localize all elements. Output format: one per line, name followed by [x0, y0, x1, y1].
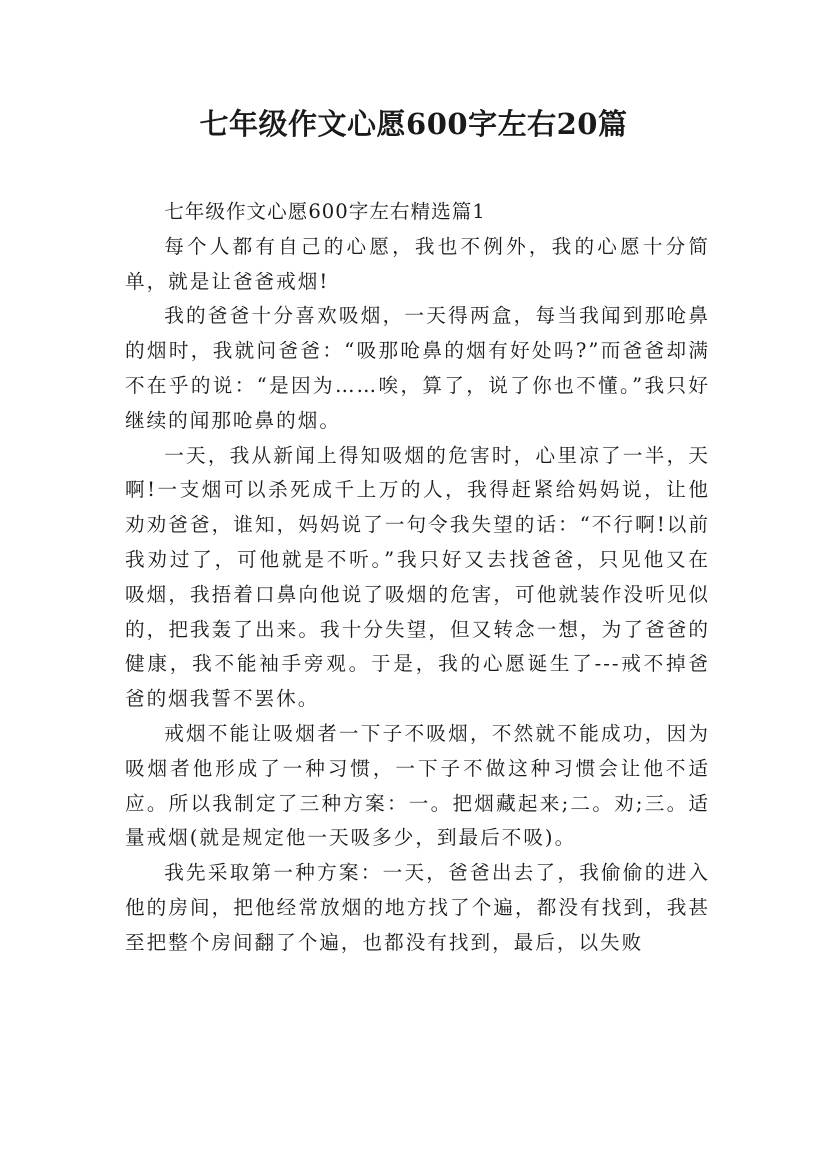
paragraph-5: 我先采取第一种方案：一天，爸爸出去了，我偷偷的进入他的房间，把他经常放烟的地方找了个遍，都没有找到，我甚至把整个房间翻了个遍，也都没有找到，最后，以失败 — [125, 861, 710, 954]
paragraph-2: 我的爸爸十分喜欢吸烟，一天得两盒，每当我闻到那呛鼻的烟时，我就问爸爸：“吸那呛鼻的烟有好处吗?”而爸爸却满不在乎的说：“是因为……唉，算了，说了你也不懂。”我只好继续的闻那呛鼻的烟。 — [125, 304, 710, 432]
section-subtitle: 七年级作文心愿600字左右精选篇1 — [164, 200, 486, 223]
document-title: 七年级作文心愿600字左右20篇 — [199, 107, 628, 141]
paragraph-1: 每个人都有自己的心愿，我也不例外，我的心愿十分简单，就是让爸爸戒烟! — [125, 234, 710, 293]
document-body — [125, 195, 710, 961]
paragraph-3: 一天，我从新闻上得知吸烟的危害时，心里凉了一半，天啊!一支烟可以杀死成千上万的人，我得赶紧给妈妈说，让他劝劝爸爸，谁知，妈妈说了一句令我失望的话：“不行啊!以前我劝过了，可他就是不听。”我只好又去找爸爸，只见他又在吸烟，我捂着口鼻向他说了吸烟的危害，可他就装作没听见似的，把我轰了出来。我十分失望，但又转念一想，为了爸爸的健康，我不能袖手旁观。于是，我的心愿诞生了---戒不掉爸爸的烟我誓不罢休。 — [125, 443, 710, 711]
paragraph-4: 戒烟不能让吸烟者一下子不吸烟，不然就不能成功，因为吸烟者他形成了一种习惯，一下子不做这种习惯会让他不适应。所以我制定了三种方案：一。把烟藏起来;二。劝;三。适量戒烟(就是规定他一天吸多少，到最后不吸)。 — [125, 721, 710, 850]
